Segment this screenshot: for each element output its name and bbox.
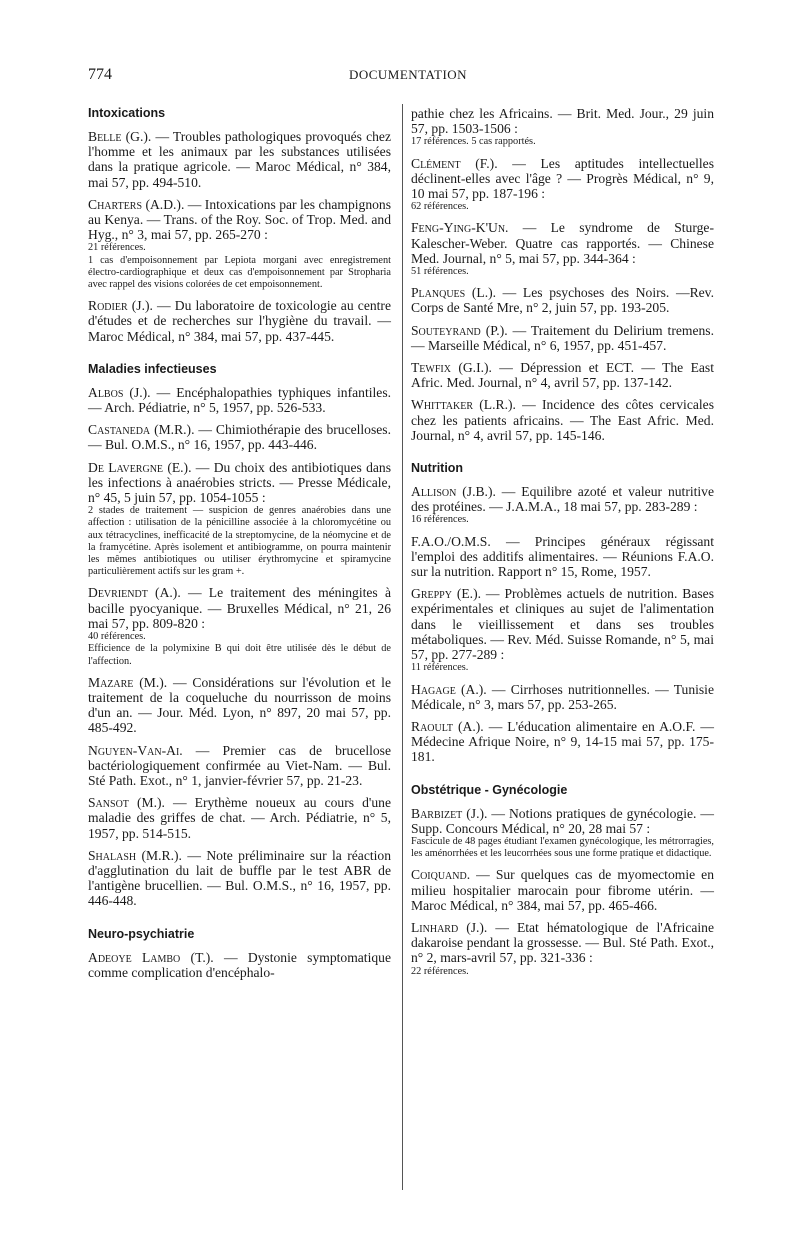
entry-text: — Intoxications par les champignons au Kenya. — Trans. of the Roy. Soc. of Trop. Med. and Hyg., n° 3, mai 57, pp. 265-270 : — [88, 196, 391, 243]
section-heading: Intoxications — [88, 106, 166, 120]
entry-citation — [411, 484, 714, 514]
entry-citation — [88, 950, 391, 980]
entry-citation — [88, 585, 391, 631]
entry-citation — [88, 743, 391, 789]
bibliography-entry — [411, 220, 714, 278]
entry-citation — [88, 197, 391, 243]
entry-text: — Cirrhoses nutritionnelles. — Tunisie Médicale, n° 3, mars 57, pp. 253-265. — [411, 681, 714, 712]
entry-text: — Notions pratiques de gynécologie. — Supp. Concours Médical, n° 20, 28 mai 57 : — [411, 805, 714, 836]
entry-text: — Incidence des côtes cervicales chez les patients africains. — The East Afric. Med. Journal, n° 4, avril 57, pp. 145-146. — [411, 397, 714, 443]
entry-author: De Lavergne (E.). — [88, 459, 192, 475]
entry-references: 16 références. — [411, 514, 469, 526]
entry-text: pathie chez les Africains. — Brit. Med. Jour., 29 juin 57, pp. 1503-1506 : — [411, 106, 714, 137]
bibliography-entry — [88, 298, 391, 344]
entry-citation — [411, 586, 714, 662]
entry-text: — Le traitement des méningites à bacille pyocyanique. — Bruxelles Médical, n° 21, 26 mai 57, pp. 809-820 : — [88, 585, 392, 631]
entry-citation — [411, 682, 714, 712]
entry-text: — Troubles pathologiques provoqués chez l'homme et les animaux par les substances utilisées dans la pratique agricole. — Maroc Médical, n° 384, mai 57, pp. 494-510. — [88, 129, 391, 190]
bibliography-entry — [411, 156, 714, 214]
running-title: DOCUMENTATION — [348, 67, 468, 82]
bibliography-entry — [411, 806, 714, 861]
entry-note: 2 stades de traitement — suspicion de genres anaérobies dans une affection : utilisation de la pénicilline associée à la chloromycétine ou aux tétracyclines, inefficacité de la streptomycine, de la néomycine et de la framycétine. Après isolement et antibiogramme, on pourra maintenir les mêmes antibiotiques ou utiliser érythromycine et spiramycine particulièrement actifs sur les gram +. — [88, 505, 391, 578]
bibliography-entry — [411, 106, 714, 149]
entry-citation — [88, 795, 391, 841]
entry-references: 62 références. — [411, 201, 469, 213]
entry-citation — [411, 534, 714, 580]
entry-citation — [411, 360, 714, 390]
left-column — [88, 106, 391, 987]
entry-author: Whittaker (L.R.). — [411, 397, 516, 413]
entry-author: Devriendt (A.). — [88, 585, 181, 601]
entry-citation — [411, 285, 714, 315]
bibliography-entry — [411, 534, 714, 580]
entry-author: F.A.O./O.M.S. — [411, 533, 491, 549]
entry-author: Raoult (A.). — [411, 718, 484, 734]
bibliography-entry — [411, 285, 714, 315]
entry-author: Allison (J.B.). — [411, 484, 496, 500]
entry-text: — Etat hématologique de l'Africaine dakaroise pendant la grossesse. — Bul. Sté Path. Exot., n° 2, mars-avril 57, pp. 321-336 : — [411, 919, 714, 966]
entry-author: Castaneda (M.R.). — [88, 422, 195, 438]
entry-references: 11 références. — [411, 662, 469, 674]
entry-author: Barbizet (J.). — [411, 805, 488, 821]
entry-text: — Le syndrome de Sturge-Kalescher-Weber. Quatre cas rapportés. — Chinese Med. Journal, n° 5, mai 57, pp. 344-364 : — [411, 220, 714, 266]
bibliography-entry — [88, 675, 391, 736]
bibliography-entry — [411, 682, 714, 712]
entry-text: — Problèmes actuels de nutrition. Bases expérimentales et cliniques au sujet de l'alimentation dans le vieillissement et dans ses troubles métaboliques. — Rev. Méd. Suisse Romande, n° 5, mai 57, pp. 277-289 : — [411, 586, 714, 663]
page-header — [88, 66, 728, 88]
entry-text: — Du laboratoire de toxicologie au centre d'études et de recherches sur l'hygiène du travail. — Maroc Médical, n° 384, mai 57, pp. 437-445. — [88, 298, 391, 344]
entry-references: 21 références. — [88, 242, 146, 254]
bibliography-entry — [88, 950, 391, 980]
entry-author: Nguyen-Van-Ai. — [88, 742, 183, 758]
entry-citation — [88, 675, 391, 736]
entry-text: — Du choix des antibiotiques dans les infections à anaérobies stricts. — Presse Médicale, n° 45, 5 juin 57, pp. 1054-1055 : — [88, 459, 391, 506]
section-heading: Obstétrique - Gynécologie — [411, 782, 568, 797]
entry-text: — Erythème noueux au cours d'une maladie des griffes de chat. — Arch. Pédiatrie, n° 5, 1957, pp. 514-515. — [88, 795, 391, 841]
bibliography-entry — [88, 743, 391, 789]
bibliography-entry — [411, 323, 714, 353]
bibliography-entry — [411, 397, 714, 443]
bibliography-entry — [88, 795, 391, 841]
section-heading: Maladies infectieuses — [88, 361, 217, 376]
bibliography-entry — [88, 585, 391, 667]
bibliography-entry — [411, 719, 714, 765]
bibliography-entry — [88, 129, 391, 190]
entry-text: — Note préliminaire sur la réaction d'agglutination du lait de buffle par le test ABR de l'antigène brucellien. — Bul. O.M.S., n° 16, 1957, pp. 446-448. — [88, 847, 392, 909]
entry-citation — [411, 220, 714, 266]
entry-text: — Sur quelques cas de myomectomie en milieu hospitalier marocain pour fibrome utérin. — Maroc Médical, n° 384, mai 57, pp. 465-466. — [411, 867, 714, 913]
entry-author: Planques (L.). — [411, 285, 497, 301]
bibliography-entry — [88, 197, 391, 291]
entry-citation — [88, 298, 391, 344]
entry-text: — L'éducation alimentaire en A.O.F. — Médecine Afrique Noire, n° 9, 14-15 mai 57, pp. 175-181. — [411, 718, 714, 765]
bibliography-entry — [411, 360, 714, 390]
entry-author: Albos (J.). — [88, 384, 151, 400]
bibliography-entry — [411, 586, 714, 674]
entry-text: — Equilibre azoté et valeur nutritive des protéines. — J.A.M.A., 18 mai 57, pp. 283-289 : — [411, 484, 715, 515]
bibliography-entry — [88, 848, 391, 909]
entry-citation — [411, 806, 714, 836]
entry-text: — Encéphalopathies typhiques infantiles. — Arch. Pédiatrie, n° 5, 1957, pp. 526-533. — [88, 384, 392, 416]
section-heading: Neuro-psychiatrie — [88, 926, 195, 941]
entry-citation — [88, 422, 391, 452]
entry-text: — Les psychoses des Noirs. —Rev. Corps de Santé Mre, n° 2, juin 57, pp. 193-205. — [411, 285, 714, 316]
entry-author: Mazare (M.). — [88, 674, 168, 690]
section-heading: Nutrition — [411, 461, 464, 476]
bibliography-entry — [88, 422, 391, 452]
bibliography-entry — [411, 867, 714, 913]
page-number: 774 — [88, 66, 112, 83]
entry-author: Belle (G.). — [88, 129, 152, 144]
entry-text: — Traitement du Delirium tremens. — Marseille Médical, n° 6, 1957, pp. 451-457. — [411, 322, 714, 353]
entry-text: — Premier cas de brucellose bactériologiquement confirmée au Viet-Nam. — Bul. Sté Path. Exot., n° 1, janvier-février 57, pp. 21-23. — [88, 742, 391, 788]
entry-author: Hagage (A.). — [411, 681, 487, 697]
entry-author: Coiquand. — [411, 867, 471, 883]
entry-text: — Considérations sur l'évolution et le traitement de la coqueluche du nourrisson de moins d'un an. — Jour. Méd. Lyon, n° 897, 20 mai 57, pp. 485-492. — [88, 674, 391, 736]
entry-references: 40 références. — [88, 631, 146, 643]
column-divider — [402, 104, 403, 1190]
entry-author: Clément (F.). — [411, 155, 498, 171]
entry-author: Linhard (J.). — [411, 919, 488, 935]
entry-author: Adeoye Lambo (T.). — [88, 949, 214, 965]
entry-author: Souteyrand (P.). — [411, 322, 508, 338]
entry-author: Charters (A.D.). — [88, 196, 185, 212]
entry-citation — [411, 719, 714, 765]
entry-author: Tewfix (G.I.). — [411, 360, 492, 376]
entry-citation — [411, 397, 714, 443]
entry-references: 51 références. — [411, 266, 469, 278]
bibliography-entry — [411, 920, 714, 978]
entry-citation — [411, 106, 714, 136]
bibliography-entry — [88, 460, 391, 579]
entry-text: — Principes généraux régissant l'emploi des additifs alimentaires. — Réunions F.A.O. sur la nutrition. Rapport n° 15, Rome, 1957. — [411, 533, 714, 580]
bibliography-entry — [411, 484, 714, 527]
entry-citation — [411, 156, 714, 202]
entry-citation — [411, 867, 714, 913]
entry-author: Sansot (M.). — [88, 795, 165, 811]
entry-citation — [88, 848, 391, 909]
entry-author: Feng-Ying-K'Un. — [411, 220, 509, 236]
entry-author: Shalash (M.R.). — [88, 847, 182, 863]
entry-note: Efficience de la polymixine B qui doit être utilisée dès le début de l'affection. — [88, 643, 391, 667]
entry-citation — [411, 323, 714, 353]
entry-author: Rodier (J.). — [88, 298, 153, 314]
entry-text: — Les aptitudes intellectuelles déclinent-elles avec l'âge ? — Progrès Médical, n° 9, 10 mai 57, pp. 187-196 : — [411, 155, 714, 202]
entry-text: — Dépression et ECT. — The East Afric. Med. Journal, n° 4, avril 57, pp. 137-142. — [411, 360, 714, 391]
entry-text: — Chimiothérapie des brucelloses. — Bul. O.M.S., n° 16, 1957, pp. 443-446. — [88, 422, 391, 453]
entry-citation — [88, 385, 391, 415]
entry-author: Greppy (E.). — [411, 586, 482, 602]
entry-note: 1 cas d'empoisonnement par Lepiota morgani avec enregistrement électro-cardiographique et deux cas d'empoisonnement par Stropharia avec rappel des visions colorées de cet empoisonnement. — [88, 254, 391, 291]
right-column — [411, 106, 714, 985]
entry-text: — Dystonie symptomatique comme complication d'encéphalo- — [88, 949, 391, 980]
entry-note: Fascicule de 48 pages étudiant l'examen gynécologique, les métrorragies, les aménorrhées et les leucorrhées sous une forme pratique et didactique. — [411, 835, 714, 860]
entry-references: 22 références. — [411, 965, 469, 977]
entry-citation — [88, 129, 391, 190]
entry-citation — [411, 920, 714, 966]
entry-references: 17 références. 5 cas rapportés. — [411, 136, 536, 148]
bibliography-entry — [88, 385, 391, 415]
entry-citation — [88, 460, 391, 506]
